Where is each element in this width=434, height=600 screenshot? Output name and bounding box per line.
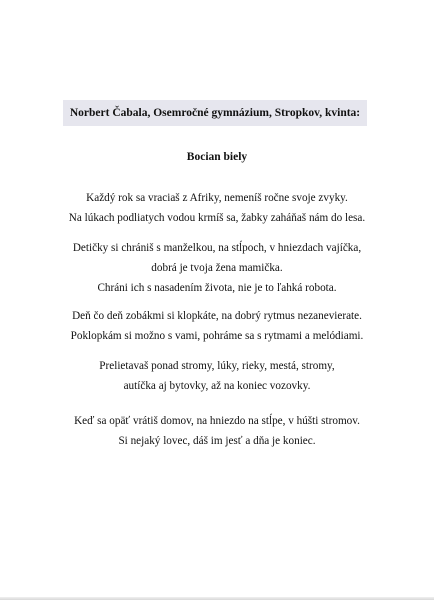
stanza-line: Prelietavaš ponad stromy, lúky, rieky, mestá, stromy, — [99, 360, 335, 372]
stanza-line: Deň čo deň zobákmi si klopkáte, na dobrý rytmus nezanevierate. — [72, 310, 362, 322]
stanza-line: Na lúkach podliatych vodou krmíš sa, žabky zaháňaš nám do lesa. — [68, 212, 366, 224]
stanza-3 — [0, 306, 434, 346]
poem-title: Bocian biely — [186, 151, 248, 163]
stanza-line: dobrá je tvoja žena mamička. — [151, 262, 283, 274]
stanza-5 — [0, 411, 434, 451]
stanza-4 — [0, 356, 434, 396]
stanza-line: Si nejaký lovec, dáš im jesť a dňa je koniec. — [118, 435, 316, 447]
stanza-line: Poklopkám si možno s vami, pohráme sa s rytmami a melódiami. — [70, 330, 364, 342]
stanza-line: Detičky si chrániš s manželkou, na stĺpoch, v hniezdach vajíčka, — [72, 242, 362, 254]
stanza-2 — [0, 238, 434, 298]
stanza-line: Každý rok sa vraciaš z Afriky, nemeníš ročne svoje zvyky. — [86, 192, 348, 204]
stanza-line: Chráni ich s nasadením života, nie je to ľahká robota. — [97, 282, 337, 294]
stanza-line: autíčka aj bytovky, až na koniec vozovky. — [123, 380, 311, 392]
author-header: Norbert Čabala, Osemročné gymnázium, Stropkov, kvinta: — [69, 107, 361, 119]
stanza-line: Keď sa opäť vrátiš domov, na hniezdo na stĺpe, v húšti stromov. — [74, 415, 360, 427]
author-header-band — [63, 100, 367, 126]
stanza-1 — [0, 188, 434, 228]
